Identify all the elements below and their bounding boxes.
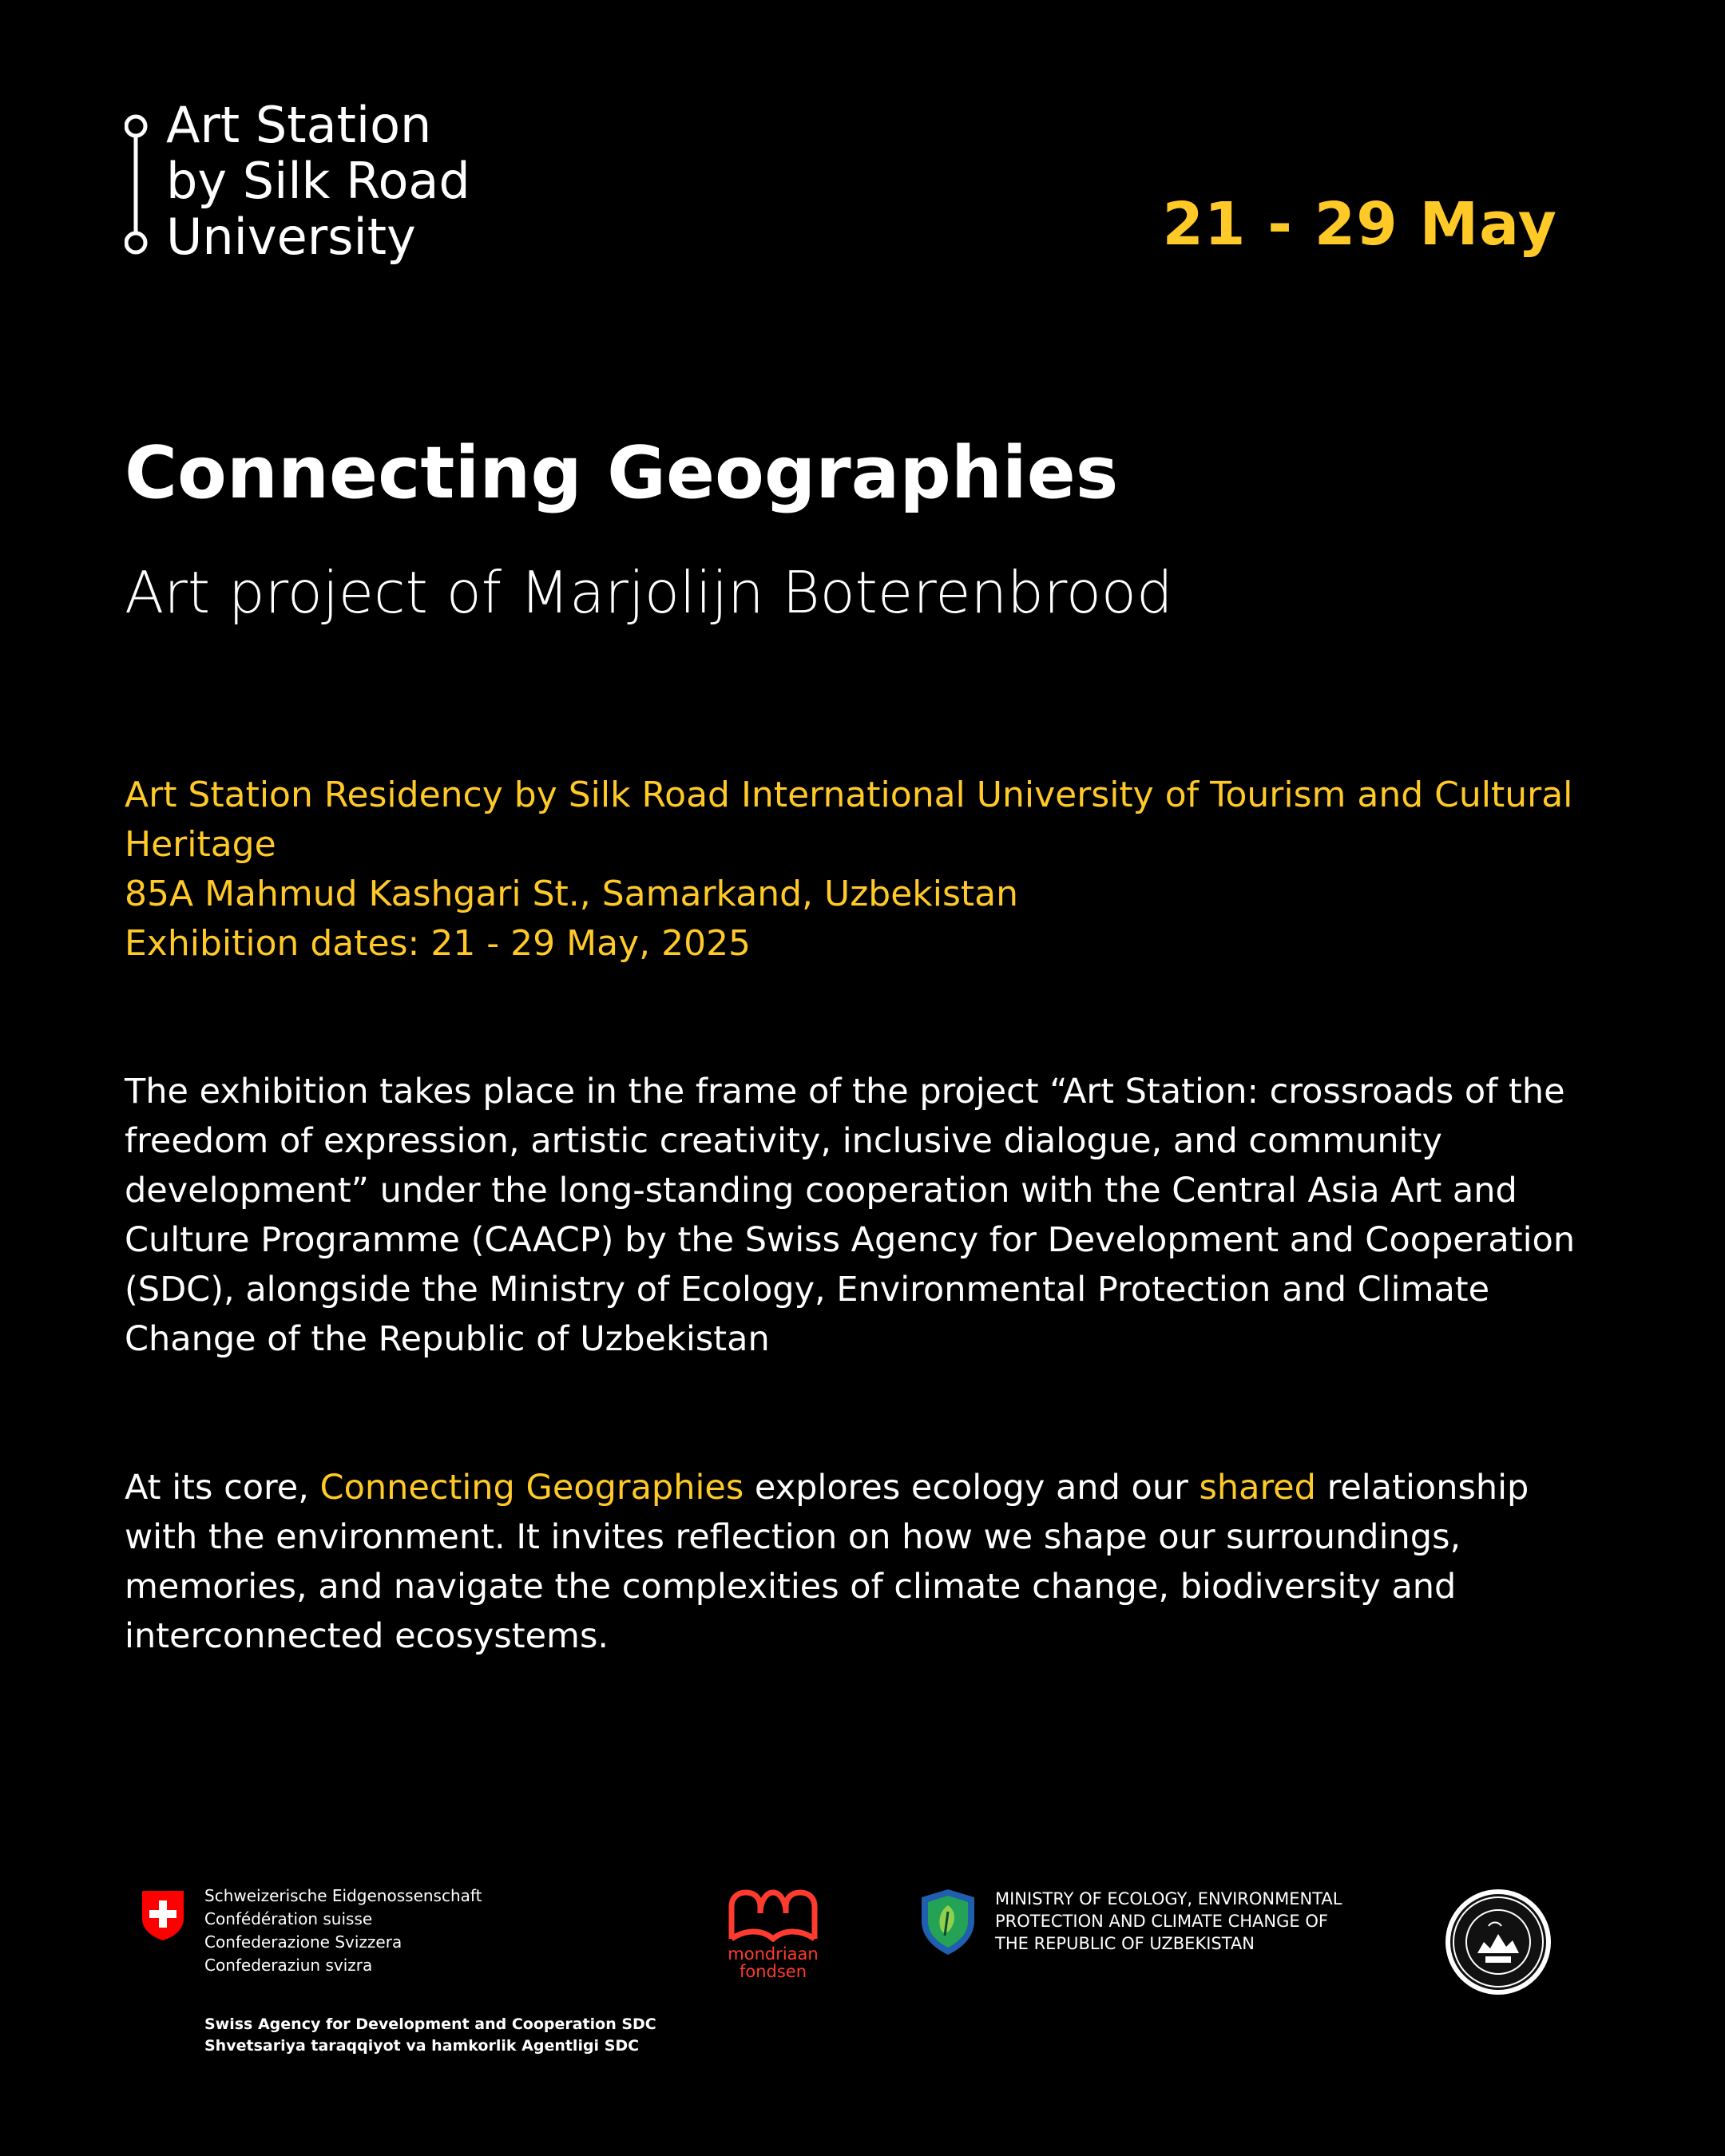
art-station-logo-icon xyxy=(125,113,157,265)
logo-line: by Silk Road xyxy=(166,152,470,210)
logo-text xyxy=(166,97,470,265)
date-range: 21 - 29 May xyxy=(1162,190,1557,259)
exhibition-description xyxy=(125,1463,1602,1661)
agency-name: Shvetsariya taraqqiyot va hamkorlik Agentligi SDC xyxy=(204,2037,640,2055)
highlight-shared: shared xyxy=(1199,1468,1316,1508)
silk-road-university-seal xyxy=(1442,1886,1554,2001)
ministry-line: THE REPUBLIC OF UZBEKISTAN xyxy=(995,1934,1255,1953)
page-title: Connecting Geographies xyxy=(125,431,1119,515)
silk-road-seal-icon xyxy=(1442,1886,1554,1998)
page-subtitle: Art project of Marjolijn Boterenbrood xyxy=(125,559,1173,626)
mondriaan-fonds-logo xyxy=(725,1889,821,1980)
logo-line: University xyxy=(166,208,416,266)
para-text: At its core, xyxy=(125,1468,320,1508)
swiss-flag-icon xyxy=(139,1889,187,1942)
swiss-confederation-names xyxy=(204,1885,482,1977)
mondriaan-label: mondriaan xyxy=(728,1944,819,1964)
ministry-line: PROTECTION AND CLIMATE CHANGE OF xyxy=(995,1912,1328,1931)
agency-name: Swiss Agency for Development and Cooperation SDC xyxy=(204,2015,656,2033)
swiss-name: Confederazione Svizzera xyxy=(204,1932,402,1952)
ministry-line: MINISTRY OF ECOLOGY, ENVIRONMENTAL xyxy=(995,1889,1342,1908)
exhibition-dates: Exhibition dates: 21 - 29 May, 2025 xyxy=(125,923,751,964)
mondriaan-logo-icon xyxy=(727,1889,819,1942)
venue-name: Art Station Residency by Silk Road International University of Tourism and Cultural Heritage xyxy=(125,775,1573,865)
ministry-ecology-logo xyxy=(918,1888,1342,1960)
partner-logos xyxy=(0,1869,1725,2108)
ministry-name xyxy=(995,1888,1410,1955)
para-text: relationship with the environment. It invites reflection on how we shape our surroundings, memories, and navigate the complexities of climate change, biodiversity and interconnected ecosystems. xyxy=(125,1468,1529,1656)
swiss-name: Schweizerische Eidgenossenschaft xyxy=(204,1886,482,1905)
swiss-name: Confédération suisse xyxy=(204,1909,373,1928)
swiss-name: Confederaziun svizra xyxy=(204,1956,373,1975)
venue-address: 85A Mahmud Kashgari St., Samarkand, Uzbekistan xyxy=(125,874,1019,914)
project-description: The exhibition takes place in the frame of the project “Art Station: crossroads of the freedom of expression, artistic creativity, inclusive dialogue, and community development” under the long-standing cooperation with the Central Asia Art and Culture Programme (CAACP) by the Swiss Agency for Development and Cooperation (SDC), alongside the Ministry of Ecology, Environmental Protection and Climate Change of the Republic of Uzbekistan xyxy=(125,1072,1576,1359)
venue-info xyxy=(125,771,1626,969)
para-text: explores ecology and our xyxy=(744,1468,1200,1508)
logo-line: Art Station xyxy=(166,96,432,154)
ministry-shield-icon xyxy=(918,1888,978,1956)
highlight-title: Connecting Geographies xyxy=(319,1468,744,1508)
swiss-agency-names xyxy=(204,2014,656,2057)
mondriaan-label: fondsen xyxy=(739,1962,807,1981)
